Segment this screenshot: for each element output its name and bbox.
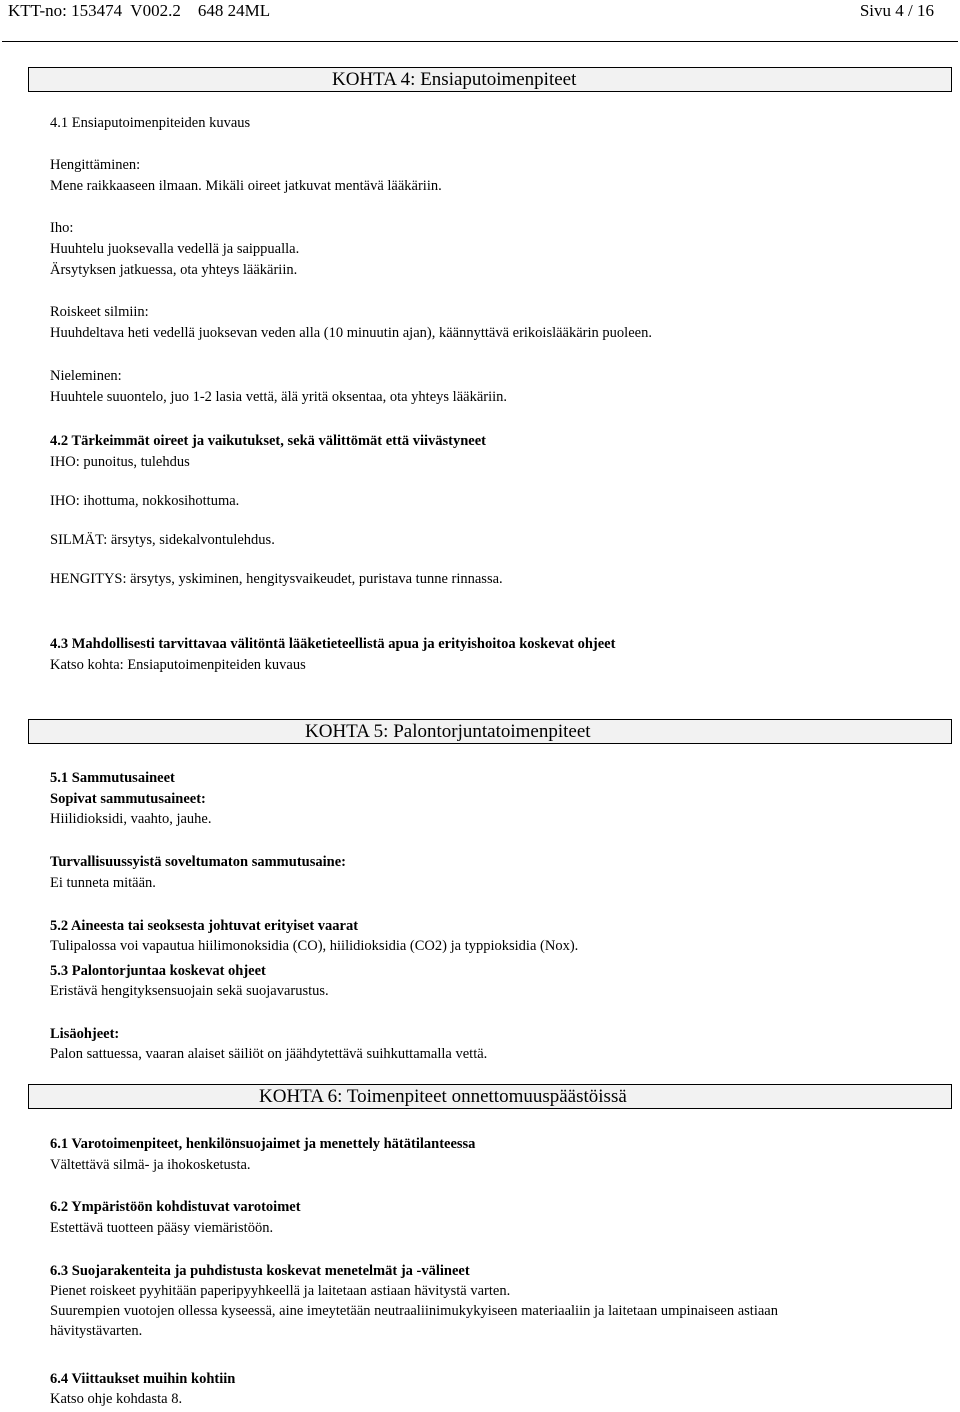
subsection-5-3-text: Eristävä hengityksensuojain sekä suojavarustus. — [50, 983, 329, 999]
subsection-5-2-heading: 5.2 Aineesta tai seoksesta johtuvat erityiset vaarat — [50, 918, 359, 934]
unsuitable-media-label: Turvallisuussyistä soveltumaton sammutusaine: — [50, 854, 346, 870]
page-header — [0, 0, 960, 26]
symptom-line-3: SILMÄT: ärsytys, sidekalvontulehdus. — [50, 532, 275, 548]
subsection-6-3-text-1: Pienet roiskeet pyyhitään paperipyyhkeellä ja laitetaan astiaan hävitystä varten. — [50, 1283, 511, 1299]
subsection-5-2-text: Tulipalossa voi vapautua hiilimonoksidia (CO), hiilidioksidia (CO2) ja typpioksidia (Nox). — [50, 938, 579, 954]
inhalation-text: Mene raikkaaseen ilmaan. Mikäli oireet jatkuvat mentävä lääkäriin. — [50, 178, 442, 194]
header-divider — [2, 41, 958, 42]
symptom-line-1: IHO: punoitus, tulehdus — [50, 454, 190, 470]
section-6-title: KOHTA 6: Toimenpiteet onnettomuuspäästöissä — [259, 1086, 627, 1107]
unsuitable-media-text: Ei tunneta mitään. — [50, 875, 156, 891]
subsection-6-3-text-2: Suurempien vuotojen ollessa kyseessä, aine imeytetään neutraaliinimukykyiseen materiaaliin ja laitetaan umpinaiseen astiaan — [50, 1303, 778, 1319]
subsection-5-1-heading: 5.1 Sammutusaineet — [50, 770, 175, 786]
subsection-4-3-heading: 4.3 Mahdollisesti tarvittavaa välitöntä lääketieteellistä apua ja erityishoitoa koskevat ohjeet — [50, 636, 616, 652]
ingestion-text: Huuhtele suuontelo, juo 1-2 lasia vettä, älä yritä oksentaa, ota yhteys lääkäriin. — [50, 389, 508, 405]
subsection-6-4-heading: 6.4 Viittaukset muihin kohtiin — [50, 1371, 236, 1387]
symptom-line-4: HENGITYS: ärsytys, yskiminen, hengitysvaikeudet, puristava tunne rinnassa. — [50, 571, 503, 587]
extra-instructions-label: Lisäohjeet: — [50, 1026, 120, 1042]
subsection-6-4-text: Katso ohje kohdasta 8. — [50, 1391, 183, 1407]
subsection-6-1-heading: 6.1 Varotoimenpiteet, henkilönsuojaimet ja menettely hätätilanteessa — [50, 1136, 476, 1152]
section-4-title: KOHTA 4: Ensiaputoimenpiteet — [332, 69, 577, 90]
document-reference: KTT-no: 153474 V002.2 648 24ML — [8, 1, 271, 20]
subsection-5-3-heading: 5.3 Palontorjuntaa koskevat ohjeet — [50, 963, 266, 979]
section-4-title-bar — [28, 67, 952, 92]
subsection-6-1-text: Vältettävä silmä- ja ihokosketusta. — [50, 1157, 251, 1173]
extra-instructions-text: Palon sattuessa, vaaran alaiset säiliöt on jäähdytettävä suihkuttamalla vettä. — [50, 1046, 488, 1062]
subsection-6-3-text-3: hävitystävarten. — [50, 1323, 143, 1339]
subsection-4-2-heading: 4.2 Tärkeimmät oireet ja vaikutukset, sekä välittömät että viivästyneet — [50, 433, 487, 449]
subsection-6-3-heading: 6.3 Suojarakenteita ja puhdistusta koskevat menetelmät ja -välineet — [50, 1263, 470, 1279]
inhalation-label: Hengittäminen: — [50, 157, 141, 173]
skin-label: Iho: — [50, 220, 74, 236]
subsection-6-2-text: Estettävä tuotteen pääsy viemäristöön. — [50, 1220, 274, 1236]
symptom-line-2: IHO: ihottuma, nokkosihottuma. — [50, 493, 240, 509]
subsection-4-1-heading: 4.1 Ensiaputoimenpiteiden kuvaus — [50, 115, 251, 131]
page-number: Sivu 4 / 16 — [859, 1, 934, 20]
skin-text-1: Huuhtelu juoksevalla vedellä ja saippualla. — [50, 241, 300, 257]
subsection-6-2-heading: 6.2 Ympäristöön kohdistuvat varotoimet — [50, 1199, 301, 1215]
section-5-title: KOHTA 5: Palontorjuntatoimenpiteet — [305, 721, 591, 742]
section-6-title-bar — [28, 1084, 952, 1109]
suitable-media-text: Hiilidioksidi, vaahto, jauhe. — [50, 811, 212, 827]
subsection-4-3-text: Katso kohta: Ensiaputoimenpiteiden kuvaus — [50, 657, 306, 673]
suitable-media-label: Sopivat sammutusaineet: — [50, 791, 206, 807]
skin-text-2: Ärsytyksen jatkuessa, ota yhteys lääkäriin. — [50, 262, 298, 278]
section-5-title-bar — [28, 719, 952, 744]
ingestion-label: Nieleminen: — [50, 368, 122, 384]
eyes-text: Huuhdeltava heti vedellä juoksevan veden alla (10 minuutin ajan), käännyttävä erikoislääkärin puoleen. — [50, 325, 652, 341]
eyes-label: Roiskeet silmiin: — [50, 304, 149, 320]
